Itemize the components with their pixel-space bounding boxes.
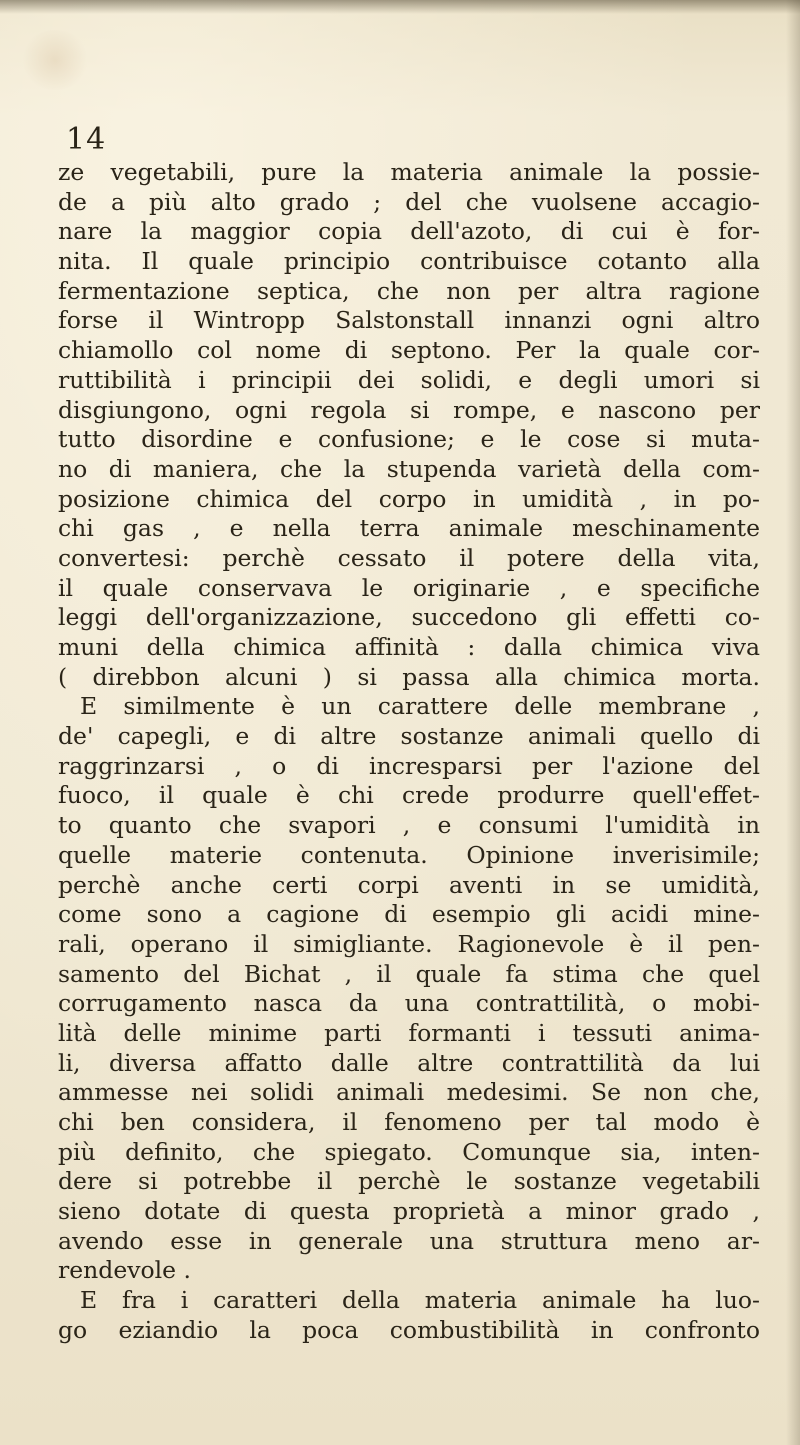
text-line: sieno dotate di questa proprietà a minor grado , <box>58 1197 760 1226</box>
text-line: convertesi: perchè cessato il potere della vita, <box>58 543 760 572</box>
text-line: quelle materie contenuta. Opinione inverisimile; <box>58 840 760 869</box>
text-line: leggi dell'organizzazione, succedono gli effetti co- <box>58 603 760 632</box>
text-line: chi gas , e nella terra animale meschinamente <box>58 514 760 543</box>
text-line: posizione chimica del corpo in umidità , in po- <box>58 484 760 513</box>
text-line: chiamollo col nome di septono. Per la quale cor- <box>58 336 760 365</box>
text-line: de a più alto grado ; del che vuolsene accagio- <box>58 187 760 216</box>
paragraph-start-line: E fra i caratteri della materia animale ha luo- <box>80 1286 760 1315</box>
text-line: to quanto che svapori , e consumi l'umidità in <box>58 811 760 840</box>
text-line: nita. Il quale principio contribuisce cotanto alla <box>58 247 760 276</box>
text-line: rali, operano il simigliante. Ragionevole è il pen- <box>58 929 760 958</box>
paragraph-start-line: E similmente è un carattere delle membrane , <box>80 692 760 721</box>
text-line: avendo esse in generale una struttura meno ar- <box>58 1226 760 1255</box>
text-line: li, diversa affatto dalle altre contrattilità da lui <box>58 1048 760 1077</box>
text-line: corrugamento nasca da una contrattilità, o mobi- <box>58 989 760 1018</box>
text-line: ze vegetabili, pure la materia animale la possie- <box>58 158 760 186</box>
text-line: go eziandio la poca combustibilità in confronto <box>58 1315 760 1344</box>
text-line: fuoco, il quale è chi crede produrre quell'effet- <box>58 781 760 810</box>
text-line: disgiungono, ogni regola si rompe, e nascono per <box>58 395 760 424</box>
text-line: raggrinzarsi , o di incresparsi per l'azione del <box>58 751 760 780</box>
text-line: ammesse nei solidi animali medesimi. Se non che, <box>58 1078 760 1107</box>
text-line: tutto disordine e confusione; e le cose si muta- <box>58 425 760 454</box>
text-line: dere si potrebbe il perchè le sostanze vegetabili <box>58 1167 760 1196</box>
page-number: 14 <box>66 122 107 157</box>
text-line: no di maniera, che la stupenda varietà della com- <box>58 454 760 483</box>
text-line: fermentazione septica, che non per altra ragione <box>58 276 760 305</box>
text-line: nare la maggior copia dell'azoto, di cui è for- <box>58 217 760 246</box>
text-line: muni della chimica affinità : dalla chimica viva <box>58 633 760 661</box>
page-top-shadow <box>0 0 800 14</box>
page-right-edge <box>786 0 800 1445</box>
body-text <box>58 158 760 1346</box>
text-line: perchè anche certi corpi aventi in se umidità, <box>58 870 760 899</box>
text-line: forse il Wintropp Salstonstall innanzi ogni altro <box>58 306 760 335</box>
text-line: de' capegli, e di altre sostanze animali quello di <box>58 722 760 751</box>
text-line: lità delle minime parti formanti i tessuti anima- <box>58 1018 760 1047</box>
paragraph-end-line: rendevole . <box>58 1256 192 1285</box>
text-line: chi ben considera, il fenomeno per tal modo è <box>58 1108 760 1136</box>
paper-stain <box>20 30 90 90</box>
text-line: il quale conservava le originarie , e specifiche <box>58 573 760 602</box>
text-line: ruttibilità i principii dei solidi, e degli umori si <box>58 365 760 394</box>
text-line: samento del Bichat , il quale fa stima che quel <box>58 959 760 988</box>
text-line: più definito, che spiegato. Comunque sia, inten- <box>58 1137 760 1166</box>
text-line: ( direbbon alcuni ) si passa alla chimica morta. <box>58 662 760 691</box>
text-line: come sono a cagione di esempio gli acidi mine- <box>58 900 760 929</box>
